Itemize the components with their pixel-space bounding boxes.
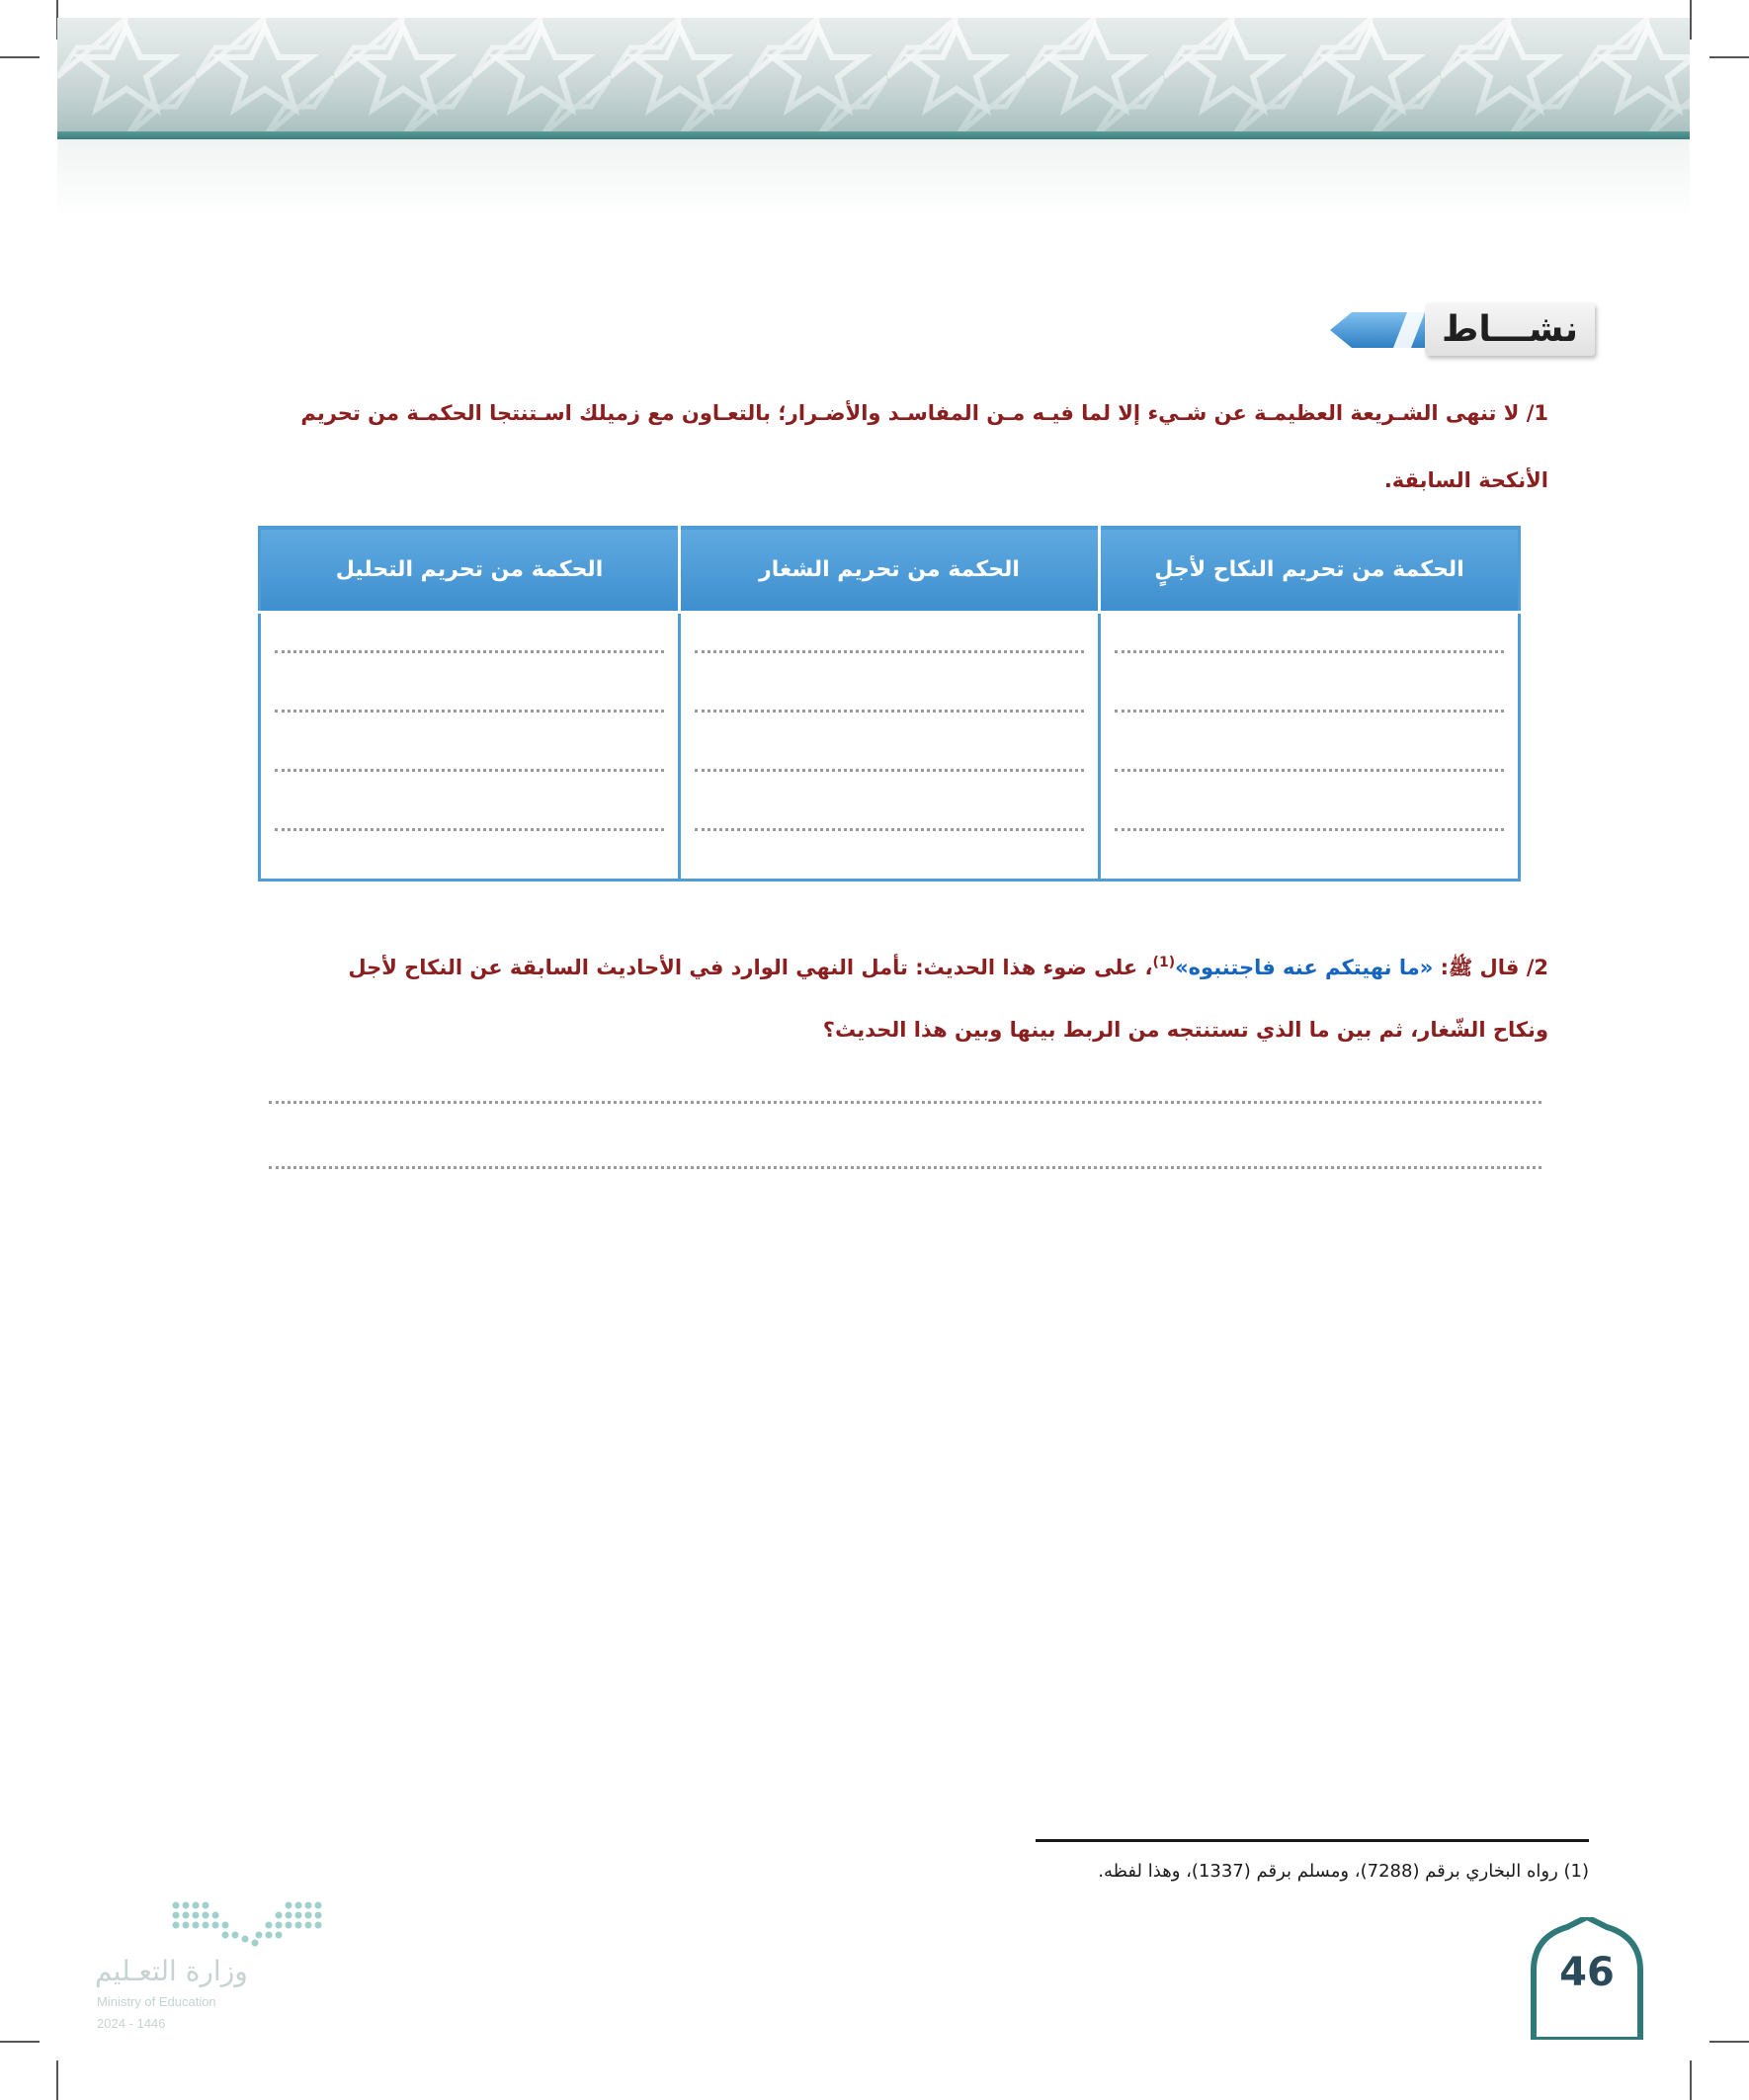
crop-mark bbox=[56, 2060, 58, 2100]
answer-line[interactable] bbox=[1115, 772, 1504, 831]
crop-mark bbox=[1709, 2041, 1749, 2043]
table-header-row bbox=[260, 528, 1520, 613]
crop-mark bbox=[0, 2041, 40, 2043]
question1-line2: الأنكحة السابقة. bbox=[1383, 468, 1548, 492]
header-rule bbox=[57, 131, 1690, 139]
header-pattern-band bbox=[57, 18, 1690, 136]
hadith-quote: «ما نهيتكم عنه فاجتنبوه» bbox=[1175, 956, 1434, 979]
footnote-rule bbox=[1036, 1839, 1589, 1842]
question2-colon: : bbox=[1440, 956, 1450, 979]
answer-line[interactable] bbox=[695, 639, 1084, 653]
table-row bbox=[260, 613, 1520, 881]
ministry-name-en: Ministry of Education bbox=[97, 1994, 216, 2009]
answer-cell-nikah-ajal[interactable] bbox=[1100, 613, 1520, 881]
answer-line[interactable] bbox=[1115, 713, 1504, 772]
header-fade bbox=[57, 139, 1690, 218]
answer-line[interactable] bbox=[275, 713, 664, 772]
answer-line[interactable] bbox=[275, 772, 664, 831]
answer-line[interactable] bbox=[269, 1101, 1541, 1104]
activity-arrow-icon bbox=[1330, 310, 1439, 350]
crop-mark bbox=[1690, 2060, 1692, 2100]
wisdom-table bbox=[258, 526, 1521, 882]
footnote-text: (1) رواه البخاري برقم (7288)، ومسلم برقم (1337)، وهذا لفظه. bbox=[1098, 1861, 1589, 1882]
geometric-pattern-icon bbox=[57, 18, 1690, 136]
question2-intro: قال bbox=[1479, 956, 1520, 979]
question2-number: 2/ bbox=[1526, 956, 1548, 979]
question1-text: لا تنهى الشـريعة العظيمـة عن شـيء إلا لما فيـه مـن المفاسـد والأضـرار؛ بالتعـاون مع زميلك اسـتنتجا الحكمـة من تحريم bbox=[300, 401, 1520, 425]
activity-label-tab bbox=[1425, 302, 1595, 356]
salla-icon: ﷺ bbox=[1449, 956, 1473, 979]
answer-line[interactable] bbox=[275, 653, 664, 713]
crop-mark bbox=[0, 56, 40, 58]
answer-line[interactable] bbox=[1115, 639, 1504, 653]
answer-line[interactable] bbox=[1115, 653, 1504, 713]
page-number: 46 bbox=[1559, 1950, 1615, 1995]
header-nikah-ajal: الحكمة من تحريم النكاح لأجلٍ bbox=[1100, 528, 1520, 613]
crop-mark bbox=[1709, 56, 1749, 58]
answer-line[interactable] bbox=[695, 653, 1084, 713]
crop-mark bbox=[1690, 0, 1692, 40]
question2-line1 bbox=[348, 955, 1548, 984]
activity-badge bbox=[1330, 302, 1595, 356]
answer-cell-shighar[interactable] bbox=[680, 613, 1100, 881]
answer-cell-tahleel[interactable] bbox=[260, 613, 680, 881]
ministry-name-ar: وزارة التعـليم bbox=[95, 1955, 248, 1987]
answer-line[interactable] bbox=[269, 1166, 1541, 1169]
footnote-ref: (1) bbox=[1152, 955, 1176, 970]
question1-number: 1/ bbox=[1526, 401, 1548, 425]
question2-text: ، على ضوء هذا الحديث: تأمل النهي الوارد في الأحاديث السابقة عن النكاح لأجل bbox=[348, 956, 1153, 979]
header-tahleel: الحكمة من تحريم التحليل bbox=[260, 528, 680, 613]
question1-line1 bbox=[300, 401, 1548, 425]
activity-label: نشـــاط bbox=[1442, 308, 1578, 350]
question2-line2: ونكاح الشّغار، ثم بين ما الذي تستنتجه من الربط بينها وبين هذا الحديث؟ bbox=[822, 1018, 1548, 1042]
answer-line[interactable] bbox=[695, 772, 1084, 831]
answer-line[interactable] bbox=[695, 713, 1084, 772]
answer-line[interactable] bbox=[275, 639, 664, 653]
header-shighar: الحكمة من تحريم الشغار bbox=[680, 528, 1100, 613]
ministry-year: 2024 - 1446 bbox=[97, 2016, 166, 2031]
ministry-logo-icon bbox=[170, 1899, 328, 1951]
